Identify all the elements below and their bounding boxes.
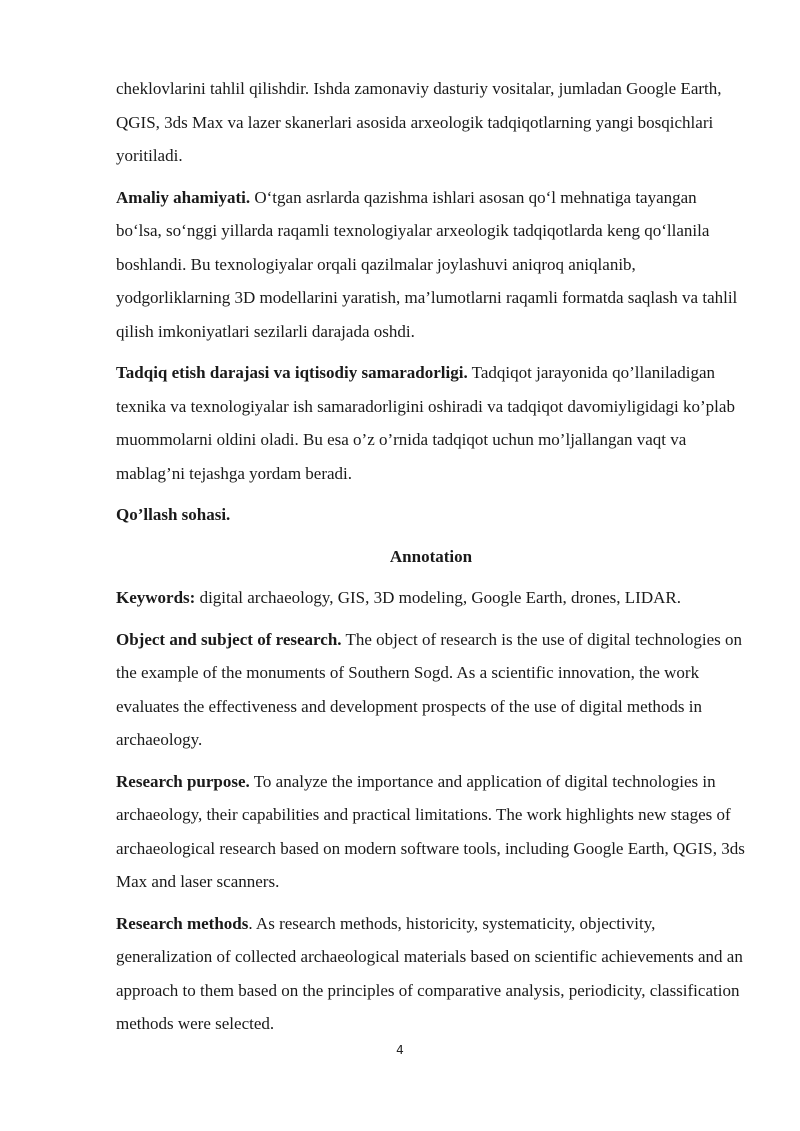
paragraph-text: . As research methods, historicity, systematicity, objectivity, generalization of collected archaeological materials based on scientific achievements and an approach to them based on the principles of comparative analysis, periodicity, classification methods were selected. xyxy=(116,913,743,1033)
paragraph-research-methods xyxy=(116,907,746,1041)
paragraph-qollash-sohasi xyxy=(116,498,746,532)
paragraph-text: digital archaeology, GIS, 3D modeling, Google Earth, drones, LIDAR. xyxy=(195,588,681,607)
annotation-title: Annotation xyxy=(389,546,473,566)
paragraph-heading: Object and subject of research. xyxy=(116,629,342,649)
page-number: 4 xyxy=(396,1043,404,1057)
document-body xyxy=(116,72,746,1049)
paragraph-heading: Amaliy ahamiyati. xyxy=(116,187,251,207)
paragraph-heading: Tadqiq etish darajasi va iqtisodiy samaradorligi. xyxy=(116,363,468,382)
paragraph-amaliy-ahamiyati xyxy=(116,181,746,349)
paragraph-intro-continuation xyxy=(116,72,746,173)
paragraph-text: The object of research is the use of digital technologies on the example of the monuments of Southern Sogd. As a scientific innovation, the work evaluates the effectiveness and development prospects of the use of digital methods in archaeology. xyxy=(116,629,743,749)
paragraph-text: To analyze the importance and application of digital technologies in archaeology, their capabilities and practical limitations. The work highlights new stages of archaeological research based on modern software tools, including Google Earth, QGIS, 3ds Max and laser scanners. xyxy=(116,771,745,891)
paragraph-heading: Qo’llash sohasi. xyxy=(116,505,231,524)
paragraph-heading: Research methods xyxy=(116,913,249,933)
paragraph-keywords xyxy=(116,581,746,615)
paragraph-research-purpose xyxy=(116,765,746,899)
paragraph-text: cheklovlarini tahlil qilishdir. Ishda zamonaviy dasturiy vositalar, jumladan Google Earth, QGIS, 3ds Max va lazer skanerlari asosida arxeologik tadqiqotlarning yangi bosqichlari yoritiladi. xyxy=(116,79,722,165)
paragraph-text: O‘tgan asrlarda qazishma ishlari asosan qo‘l mehnatiga tayangan bo‘lsa, so‘nggi yillarda raqamli texnologiyalar arxeologik tadqiqotlarda keng qo‘llanila boshlandi. Bu texnologiyalar orqali qazilmalar joylashuvi aniqroq aniqlanib, yodgorliklarning 3D modellarini yaratish, ma’lumotlarni raqamli formatda saqlash va tahlil qilish imkoniyatlari sezilarli darajada oshdi. xyxy=(116,187,738,341)
paragraph-heading: Keywords: xyxy=(116,588,196,607)
paragraph-tadqiq-etish xyxy=(116,356,746,490)
paragraph-text: Tadqiqot jarayonida qo’llaniladigan texnika va texnologiyalar ish samaradorligini oshiradi va tadqiqot davomiyligidagi ko’plab muommolarni oldini oladi. Bu esa o’z o’rnida tadqiqot uchun mo’ljallangan vaqt va mablag’ni tejashga yordam beradi. xyxy=(116,363,735,483)
paragraph-object-subject xyxy=(116,623,746,757)
paragraph-heading: Research purpose. xyxy=(116,771,250,791)
